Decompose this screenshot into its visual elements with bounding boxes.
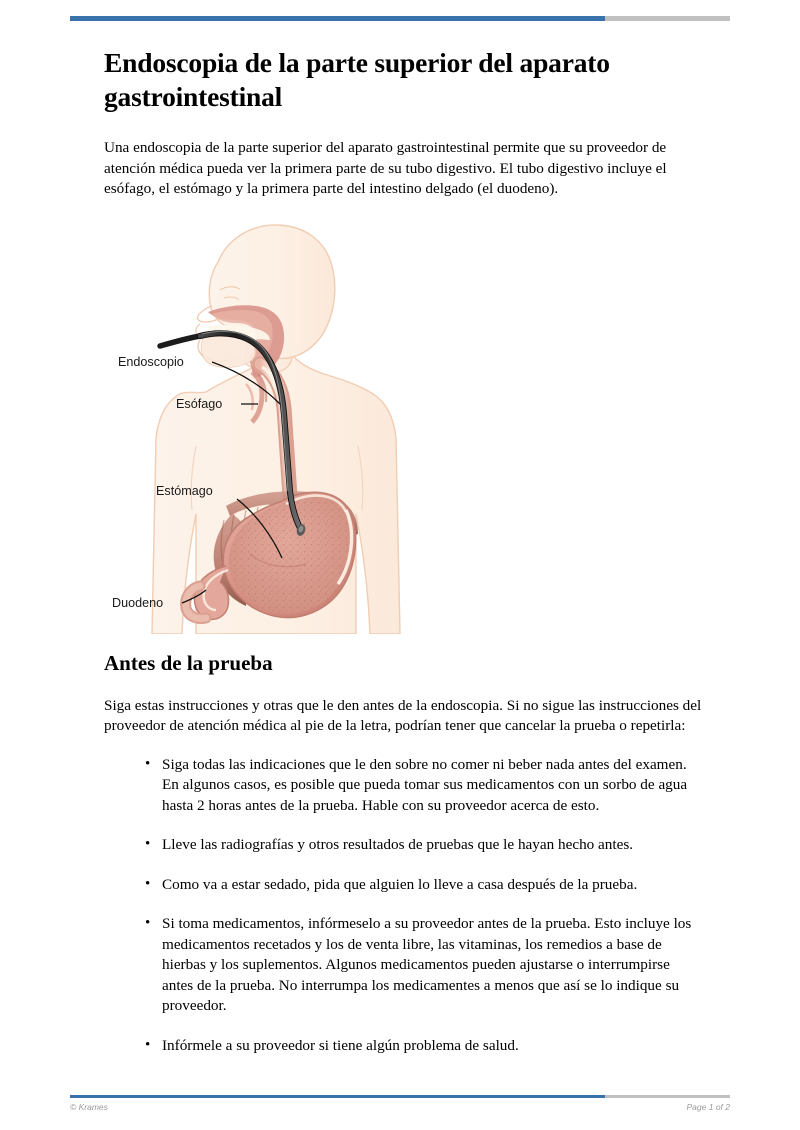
header-rule-blue-segment — [70, 16, 605, 21]
footer-rule-blue-segment — [70, 1095, 605, 1098]
section-heading-antes-de-la-prueba: Antes de la prueba — [104, 650, 273, 675]
header-rule-gray-segment — [605, 16, 730, 21]
figure-label-duodenum: Duodeno — [112, 595, 164, 610]
figure-label-stomach: Estómago — [156, 483, 213, 498]
figure-label-esophagus: Esófago — [176, 396, 223, 411]
list-item: • Infórmele a su proveedor si tiene algún problema de salud. — [145, 1036, 704, 1057]
list-item: • Como va a estar sedado, pida que alguien lo lleve a casa después de la prueba. — [145, 875, 704, 896]
anatomy-illustration — [100, 214, 430, 634]
page-indicator: Page 1 of 2 — [686, 1102, 730, 1112]
header-rule — [70, 16, 730, 21]
upper-gi-endoscopy-diagram — [100, 214, 430, 634]
instructions-list — [104, 755, 704, 1057]
list-item: • Lleve las radiografías y otros resultados de pruebas que le hayan hecho antes. — [145, 835, 704, 856]
list-item: • Siga todas las indicaciones que le den sobre no comer ni beber nada antes del examen. En algunos casos, es posible que pueda tomar sus medicamentos con un sorbo de agua hasta 2 horas antes de la prueba. Hable con su proveedor acerca de esto. — [145, 755, 704, 817]
intro-paragraph: Una endoscopia de la parte superior del aparato gastrointestinal permite que su proveedor de atención médica pueda ver la primera parte de su tubo digestivo. El tubo digestivo incluye el esófago, el estómago y la primera parte del intestino delgado (el duodeno). — [104, 139, 667, 197]
copyright-notice: © Krames — [70, 1102, 108, 1112]
page-title: Endoscopia de la parte superior del aparato gastrointestinal — [104, 47, 610, 112]
figure-label-endoscope: Endoscopio — [118, 354, 184, 369]
footer-rule — [70, 1095, 730, 1098]
list-item: • Si toma medicamentos, infórmeselo a su proveedor antes de la prueba. Esto incluye los medicamentos recetados y los de venta libre, las vitaminas, los remedios a base de hierbas y los suplementos. Algunos medicamentos pueden ajustarse o interrumpirse antes de la prueba. No interrumpa los medicamentes a menos que así se lo indique su proveedor. — [145, 914, 704, 1017]
section-lead-paragraph: Siga estas instrucciones y otras que le den antes de la endoscopia. Si no sigue las instrucciones del proveedor de atención médica al pie de la letra, podrían tener que cancelar la prueba o repetirla: — [104, 696, 702, 734]
document-body — [104, 46, 704, 1056]
footer-rule-gray-segment — [605, 1095, 730, 1098]
